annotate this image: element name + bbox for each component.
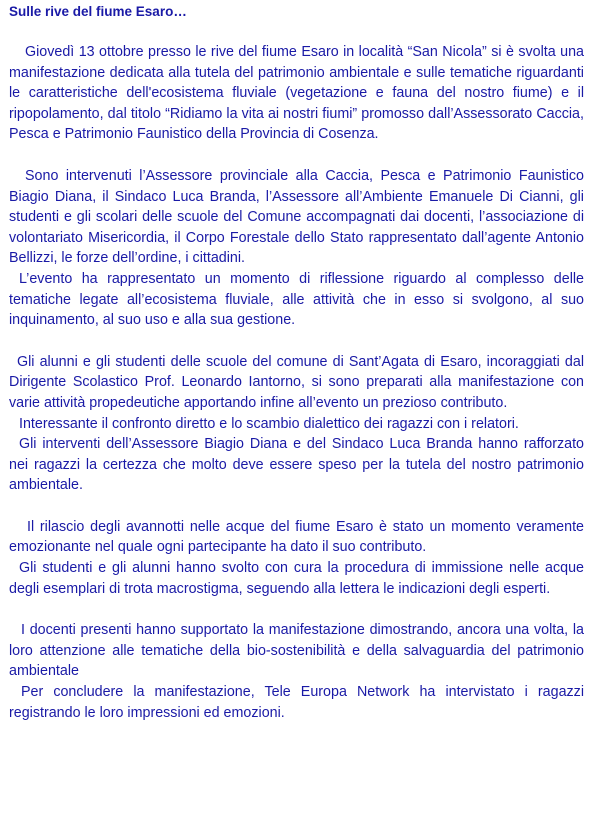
paragraph-participants: Sono intervenuti l’Assessore provinciale alla Caccia, Pesca e Patrimonio Faunistico Biagio Diana, il Sindaco Luca Branda, l’Assessore all’Ambiente Emanuele Di Cianni, gli studenti e gli scolari delle scuole del Comune accompagnati dai docenti, l’associazione di volontariato Misericordia, il Corpo Forestale dello Stato rappresentato dall’agente Antonio Bellizzi, le forze dell’ordine, i cittadini. xyxy=(9,167,584,267)
paragraph-speeches: Gli interventi dell’Assessore Biagio Diana e del Sindaco Luca Branda hanno rafforzato nei ragazzi la certezza che molto deve essere speso per la tutela del nostro patrimonio ambientale. xyxy=(9,436,584,494)
article-title: Sulle rive del fiume Esaro… xyxy=(9,4,187,19)
paragraph-conclusion: Per concludere la manifestazione, Tele Europa Network ha intervistato i ragazzi registrando le loro impressioni ed emozioni. xyxy=(9,684,584,721)
paragraph-trout-release: Gli studenti e gli alunni hanno svolto con cura la procedura di immissione nelle acque degli esemplari di trota macrostigma, seguendo alla lettera le indicazioni degli esperti. xyxy=(9,560,584,597)
paragraph-dialogue: Interessante il confronto diretto e lo scambio dialettico dei ragazzi con i relatori. xyxy=(19,415,519,432)
paragraph-students: Gli alunni e gli studenti delle scuole del comune di Sant’Agata di Esaro, incoraggiati dal Dirigente Scolastico Prof. Leonardo Iantorno, si sono preparati alla manifestazione con varie attività propedeutiche apportando infine all’evento un prezioso contributo. xyxy=(9,353,584,411)
paragraph-fry-release: Il rilascio degli avannotti nelle acque del fiume Esaro è stato un momento veramente emozionante nel quale ogni partecipante ha dato il suo contributo. xyxy=(9,518,584,556)
article xyxy=(9,0,584,723)
paragraph-event-intro: Giovedì 13 ottobre presso le rive del fiume Esaro in località “San Nicola” si è svolta una manifestazione dedicata alla tutela del patrimonio ambientale e sulle tematiche riguardanti le caratteristiche dell'ecosistema fluviale (vegetazione e fauna del nostro fiume) e il ripopolamento, dal titolo “Ridiamo la vita ai nostri fiumi” promosso dall’Assessorato Caccia, Pesca e Patrimonio Faunistico della Provincia di Cosenza. xyxy=(9,44,584,143)
paragraph-reflection: L’evento ha rappresentato un momento di riflessione riguardo al complesso delle tematiche legate all’ecosistema fluviale, alle attività che in esso si svolgono, al suo inquinamento, al suo uso e alla sua gestione. xyxy=(9,270,584,329)
paragraph-teachers: I docenti presenti hanno supportato la manifestazione dimostrando, ancora una volta, la loro attenzione alle tematiche della bio-sostenibilità e della salvaguardia del patrimonio ambientale xyxy=(9,622,584,680)
